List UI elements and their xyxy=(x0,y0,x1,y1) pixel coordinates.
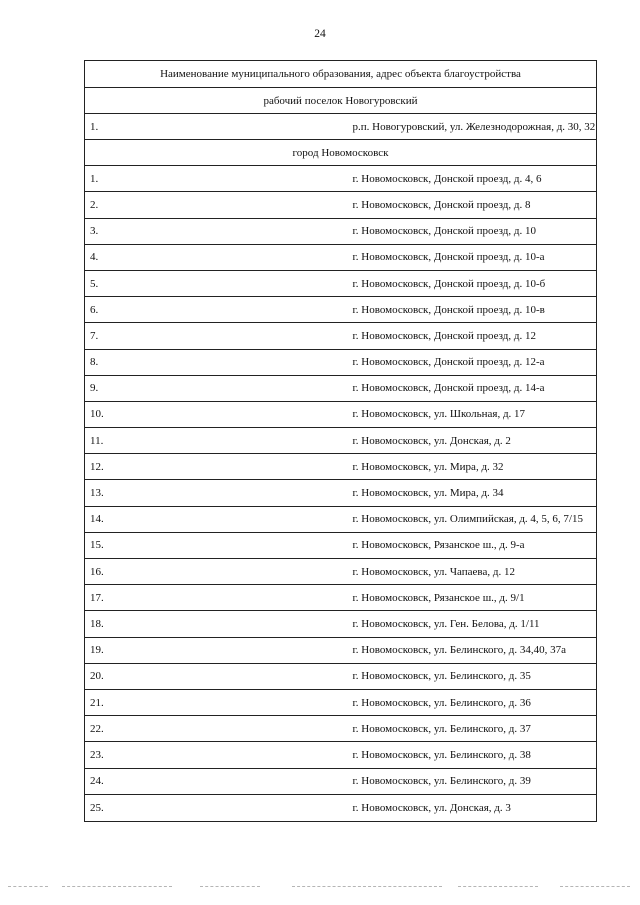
table-row xyxy=(85,480,597,506)
table-row xyxy=(85,559,597,585)
row-number: 21. xyxy=(85,689,341,715)
row-number: 15. xyxy=(85,532,341,558)
row-number: 6. xyxy=(85,297,341,323)
row-number: 12. xyxy=(85,454,341,480)
table-row xyxy=(85,689,597,715)
row-address: г. Новомосковск, Донской проезд, д. 14-а xyxy=(341,375,597,401)
row-address: г. Новомосковск, Донской проезд, д. 10 xyxy=(341,218,597,244)
row-address: г. Новомосковск, ул. Белинского, д. 36 xyxy=(341,689,597,715)
table-row xyxy=(85,349,597,375)
row-address: г. Новомосковск, ул. Белинского, д. 34,40, 37а xyxy=(341,637,597,663)
section-title: город Новомосковск xyxy=(85,140,597,166)
row-address: г. Новомосковск, ул. Ген. Белова, д. 1/11 xyxy=(341,611,597,637)
table-row xyxy=(85,192,597,218)
table-row xyxy=(85,794,597,821)
row-address: г. Новомосковск, Рязанское ш., д. 9-а xyxy=(341,532,597,558)
row-address: г. Новомосковск, ул. Донская, д. 3 xyxy=(341,794,597,821)
row-number: 25. xyxy=(85,794,341,821)
row-number: 19. xyxy=(85,637,341,663)
scan-artifact-line xyxy=(458,886,538,888)
scan-artifact-line xyxy=(560,886,630,888)
row-address: г. Новомосковск, Рязанское ш., д. 9/1 xyxy=(341,585,597,611)
scan-artifact-line xyxy=(200,886,260,888)
row-number: 13. xyxy=(85,480,341,506)
row-number: 16. xyxy=(85,559,341,585)
row-number: 18. xyxy=(85,611,341,637)
scan-artifact-line xyxy=(292,886,442,888)
table-row xyxy=(85,166,597,192)
row-number: 9. xyxy=(85,375,341,401)
row-number: 24. xyxy=(85,768,341,794)
address-table xyxy=(84,60,597,822)
row-number: 2. xyxy=(85,192,341,218)
row-address: г. Новомосковск, ул. Донская, д. 2 xyxy=(341,428,597,454)
row-address: г. Новомосковск, ул. Олимпийская, д. 4, 5, 6, 7/15 xyxy=(341,506,597,532)
table-row xyxy=(85,270,597,296)
table-row xyxy=(85,768,597,794)
section-header-row xyxy=(85,88,597,114)
table-row xyxy=(85,297,597,323)
row-number: 1. xyxy=(85,114,341,140)
row-address: г. Новомосковск, Донской проезд, д. 12-а xyxy=(341,349,597,375)
table-row xyxy=(85,323,597,349)
row-number: 3. xyxy=(85,218,341,244)
row-number: 17. xyxy=(85,585,341,611)
row-address: г. Новомосковск, Донской проезд, д. 4, 6 xyxy=(341,166,597,192)
section-header-row xyxy=(85,140,597,166)
row-number: 22. xyxy=(85,716,341,742)
row-address: г. Новомосковск, Донской проезд, д. 12 xyxy=(341,323,597,349)
table-row xyxy=(85,454,597,480)
table-row xyxy=(85,742,597,768)
row-number: 20. xyxy=(85,663,341,689)
table-row xyxy=(85,532,597,558)
table-row xyxy=(85,637,597,663)
table-row xyxy=(85,506,597,532)
table-row xyxy=(85,375,597,401)
row-number: 5. xyxy=(85,270,341,296)
table-row xyxy=(85,663,597,689)
row-number: 11. xyxy=(85,428,341,454)
row-address: г. Новомосковск, ул. Чапаева, д. 12 xyxy=(341,559,597,585)
row-address: г. Новомосковск, Донской проезд, д. 8 xyxy=(341,192,597,218)
row-address: г. Новомосковск, ул. Мира, д. 34 xyxy=(341,480,597,506)
table-header: Наименование муниципального образования, адрес объекта благоустройства xyxy=(85,61,597,88)
row-address: г. Новомосковск, ул. Белинского, д. 38 xyxy=(341,742,597,768)
row-number: 23. xyxy=(85,742,341,768)
table-header-row xyxy=(85,61,597,88)
row-address: г. Новомосковск, ул. Мира, д. 32 xyxy=(341,454,597,480)
row-address: г. Новомосковск, ул. Белинского, д. 37 xyxy=(341,716,597,742)
row-number: 8. xyxy=(85,349,341,375)
row-address: г. Новомосковск, ул. Школьная, д. 17 xyxy=(341,401,597,427)
table-row xyxy=(85,611,597,637)
table-row xyxy=(85,428,597,454)
row-number: 14. xyxy=(85,506,341,532)
table-row xyxy=(85,114,597,140)
row-address: г. Новомосковск, Донской проезд, д. 10-б xyxy=(341,270,597,296)
section-title: рабочий поселок Новогуровский xyxy=(85,88,597,114)
row-address: р.п. Новогуровский, ул. Железнодорожная, д. 30, 32 xyxy=(341,114,597,140)
scan-artifact-line xyxy=(8,886,48,888)
table-row xyxy=(85,585,597,611)
row-number: 4. xyxy=(85,244,341,270)
row-address: г. Новомосковск, ул. Белинского, д. 39 xyxy=(341,768,597,794)
row-number: 1. xyxy=(85,166,341,192)
row-number: 10. xyxy=(85,401,341,427)
row-address: г. Новомосковск, ул. Белинского, д. 35 xyxy=(341,663,597,689)
scan-artifact-line xyxy=(62,886,172,888)
row-address: г. Новомосковск, Донской проезд, д. 10-а xyxy=(341,244,597,270)
table-row xyxy=(85,401,597,427)
table-row xyxy=(85,218,597,244)
row-number: 7. xyxy=(85,323,341,349)
table-row xyxy=(85,716,597,742)
page-number: 24 xyxy=(314,28,326,40)
row-address: г. Новомосковск, Донской проезд, д. 10-в xyxy=(341,297,597,323)
table-row xyxy=(85,244,597,270)
